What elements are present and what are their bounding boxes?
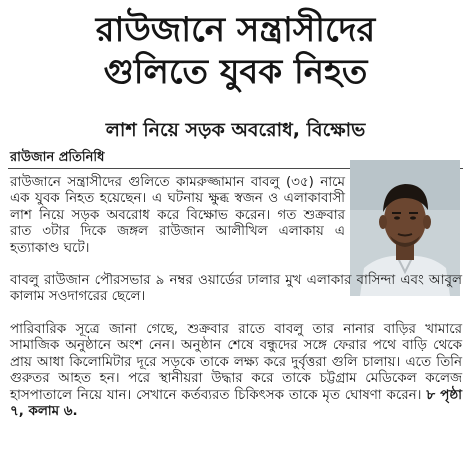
byline: রাউজান প্রতিনিধি: [10, 150, 105, 165]
subheadline: লাশ নিয়ে সড়ক অবরোধ, বিক্ষোভ: [105, 119, 366, 141]
page-jump-reference: ৮ পৃষ্ঠা ৭, কলাম ৬.: [10, 387, 462, 420]
article-paragraph-1-continued: বাবলু রাউজান পৌরসভার ৯ নম্বর ওয়ার্ডের ঢালার মুখ এলাকার বাসিন্দা এবং আবুল কালাম সওদাগরের ছেলে।: [10, 273, 462, 305]
article-paragraph-1: রাউজানে সন্ত্রাসীদের গুলিতে কামরুজ্জামান বাবলু (৩৫) নামে এক যুবক নিহত হয়েছেন। এ ঘটনায় ক্ষুব্ধ স্বজন ও এলাকাবাসী লাশ নিয়ে সড়ক অবরোধ করে বিক্ষোভ করেন। গত শুক্রবার রাত ৩টার দিকে জঙ্গল রাউজান আলীখিল এলাকায় এ হত্যাকাণ্ড ঘটে।: [10, 175, 345, 256]
headline-line-1: রাউজানে সন্ত্রাসীদের: [95, 10, 376, 50]
article-paragraph-2: [10, 322, 462, 420]
article-paragraph-2-text: পারিবারিক সূত্রে জানা গেছে, শুক্রবার রাতে বাবলু তার নানার বাড়ির খামারে সামাজিক অনুষ্ঠানে অংশ নেন। অনুষ্ঠান শেষে বন্ধুদের সঙ্গে ফেরার পথে বাড়ি থেকে প্রায় আধা কিলোমিটার দূরে সড়কে তাকে লক্ষ্য করে দুর্বৃত্তরা গুলি চালায়। এতে তিনি গুরুতর আহত হন। পরে স্থানীয়রা উদ্ধার করে তাকে চট্টগ্রাম মেডিকেল কলেজ হাসপাতালে নিয়ে যান। সেখানে কর্তব্যরত চিকিৎসক তাকে মৃত ঘোষণা করেন।: [10, 322, 462, 403]
headline-line-2: গুলিতে যুবক নিহত: [103, 52, 368, 92]
